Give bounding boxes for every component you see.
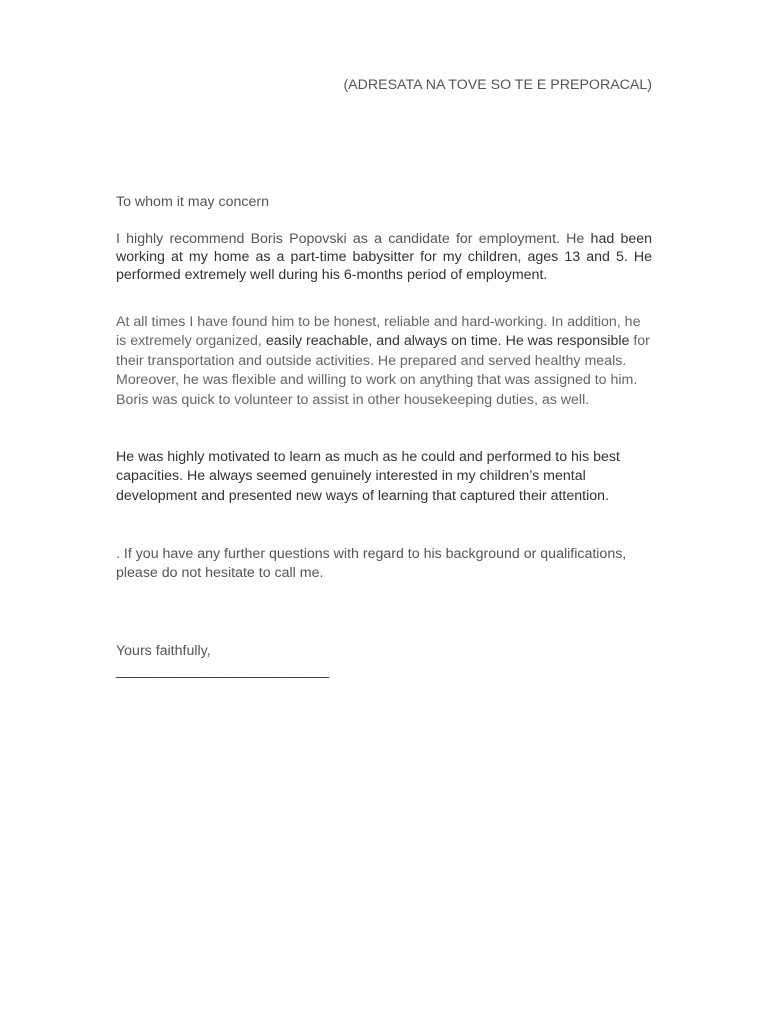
paragraph-contact: . If you have any further questions with regard to his background or qualifications, please do not hesitate to call me. xyxy=(116,546,627,582)
paragraph-recommendation-part2: had been working at my home as a part-time babysitter for my children, ages 13 and 5. He performed extremely well during his 6-months period of employment. xyxy=(116,231,652,283)
closing: Yours faithfully, xyxy=(116,643,211,659)
paragraph-qualities-part3: for their transportation and outside activities. He prepared and served healthy meals. Moreover, he was flexible and willing to work on anything that was assigned to him. Boris was quick to volunteer to assist in other housekeeping duties, as well. xyxy=(116,333,650,408)
paragraph-recommendation-part1: I highly recommend Boris Popovski as a candidate for employment. He xyxy=(116,231,585,247)
salutation: To whom it may concern xyxy=(116,194,269,210)
paragraph-motivation: He was highly motivated to learn as much as he could and performed to his best capacities. He always seemed genuinely interested in my children’s mental development and presented new ways of learning that captured their attention. xyxy=(116,449,620,504)
paragraph-qualities-part2: easily reachable, and always on time. He was responsible xyxy=(265,333,630,350)
signature-line: ___________________________ xyxy=(116,663,330,679)
paragraph-qualities xyxy=(116,313,652,410)
addressee-note: (ADRESATA NA TOVE SO TE E PREPORACAL) xyxy=(343,77,652,93)
paragraph-recommendation xyxy=(116,230,652,284)
paragraph-qualities-part1: At all times I have found him to be honest, reliable and hard-working. In addition, he is extremely organized, xyxy=(116,314,641,350)
